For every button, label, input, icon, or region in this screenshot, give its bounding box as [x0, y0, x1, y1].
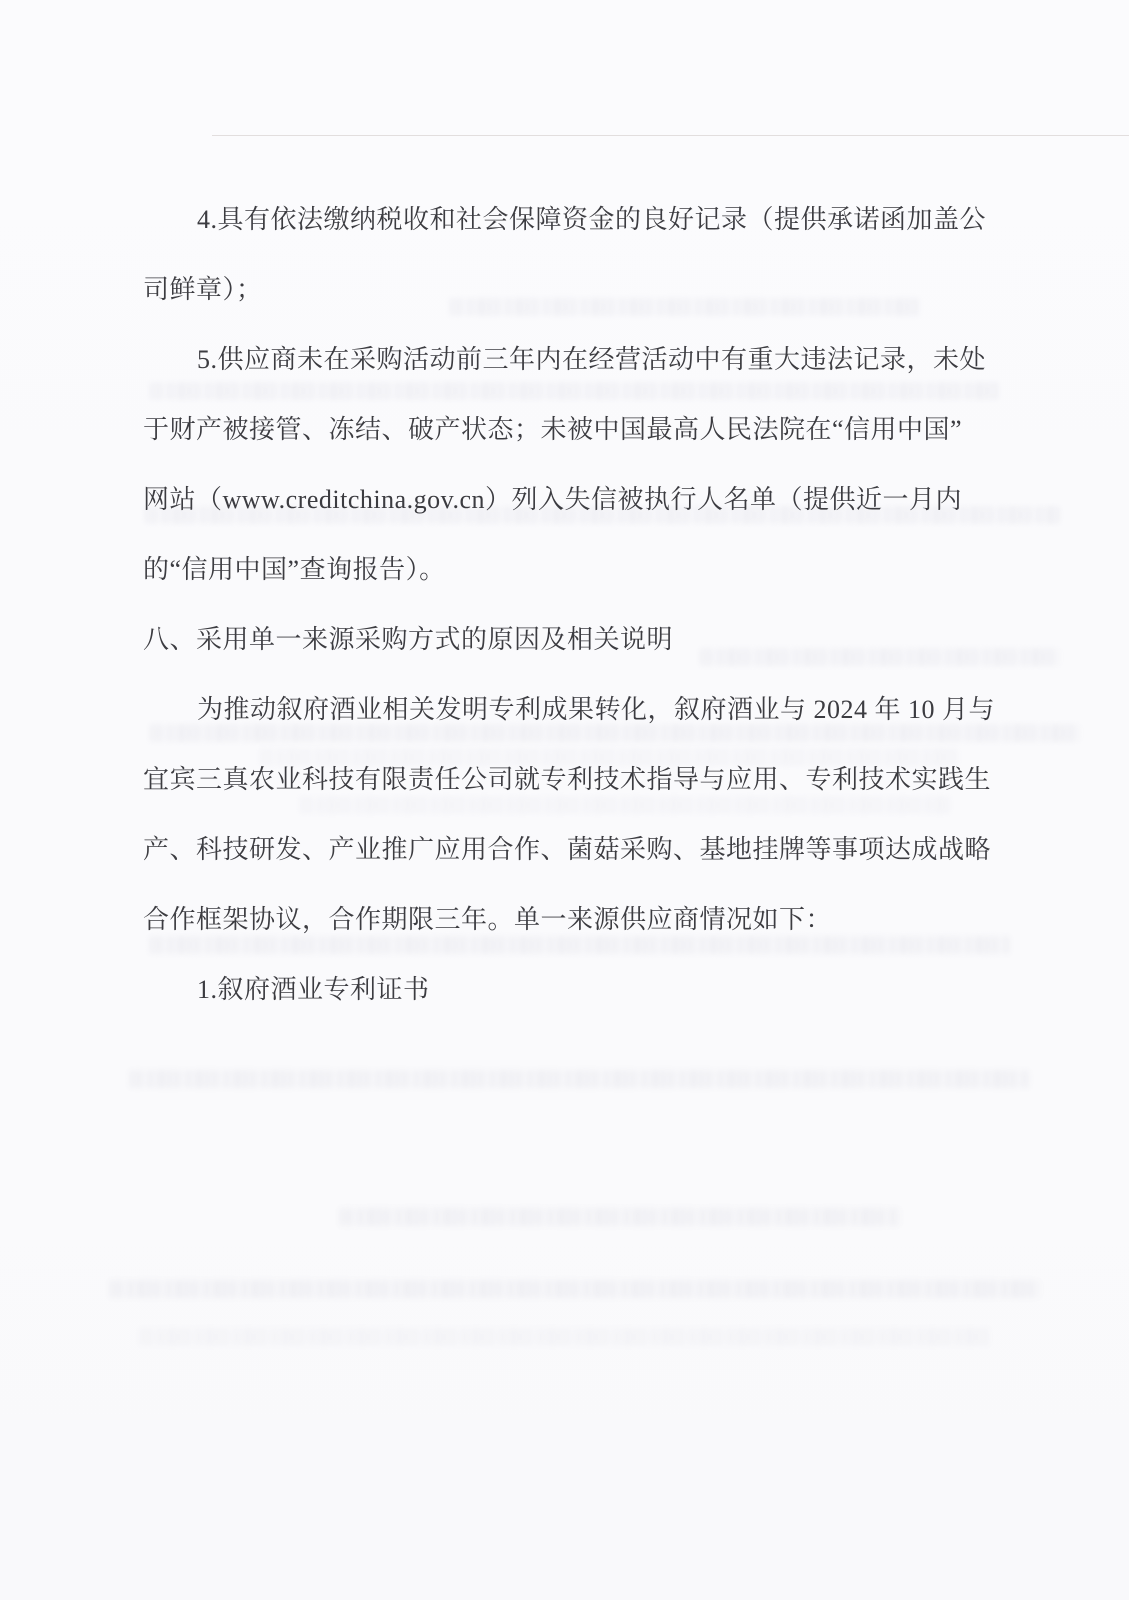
clause-5-line-1: 5.供应商未在采购活动前三年内在经营活动中有重大违法记录，未处	[197, 345, 987, 374]
bleed-through-artifact	[140, 1328, 990, 1346]
section-8-para-line-2: 宜宾三真农业科技有限责任公司就专利技术指导与应用、专利技术实践生	[143, 765, 992, 794]
section-8-para-line-1: 为推动叙府酒业相关发明专利成果转化，叙府酒业与 2024 年 10 月与	[197, 695, 996, 724]
document-body	[143, 185, 998, 1025]
section-8-para-line-4: 合作框架协议，合作期限三年。单一来源供应商情况如下：	[143, 905, 833, 934]
bleed-through-artifact	[340, 1208, 900, 1226]
clause-4-line-1: 4.具有依法缴纳税收和社会保障资金的良好记录（提供承诺函加盖公	[197, 205, 987, 234]
section-8-para-line-3: 产、科技研发、产业推广应用合作、菌菇采购、基地挂牌等事项达成战略	[143, 835, 992, 864]
section-8-heading: 八、采用单一来源采购方式的原因及相关说明	[143, 625, 674, 654]
clause-5-line-4: 的“信用中国”查询报告）。	[143, 555, 446, 584]
clause-5-line-2: 于财产被接管、冻结、破产状态；未被中国最高人民法院在“信用中国”	[143, 415, 963, 444]
list-item-1-patent-certificate: 1.叙府酒业专利证书	[197, 975, 430, 1004]
bleed-through-artifact	[110, 1280, 1040, 1298]
bleed-through-artifact	[130, 1070, 1030, 1088]
scan-line-artifact	[212, 135, 1129, 136]
clause-5-line-3: 网站（www.creditchina.gov.cn）列入失信被执行人名单（提供近一月内	[143, 485, 962, 514]
clause-4-line-2: 司鲜章）；	[143, 275, 263, 304]
